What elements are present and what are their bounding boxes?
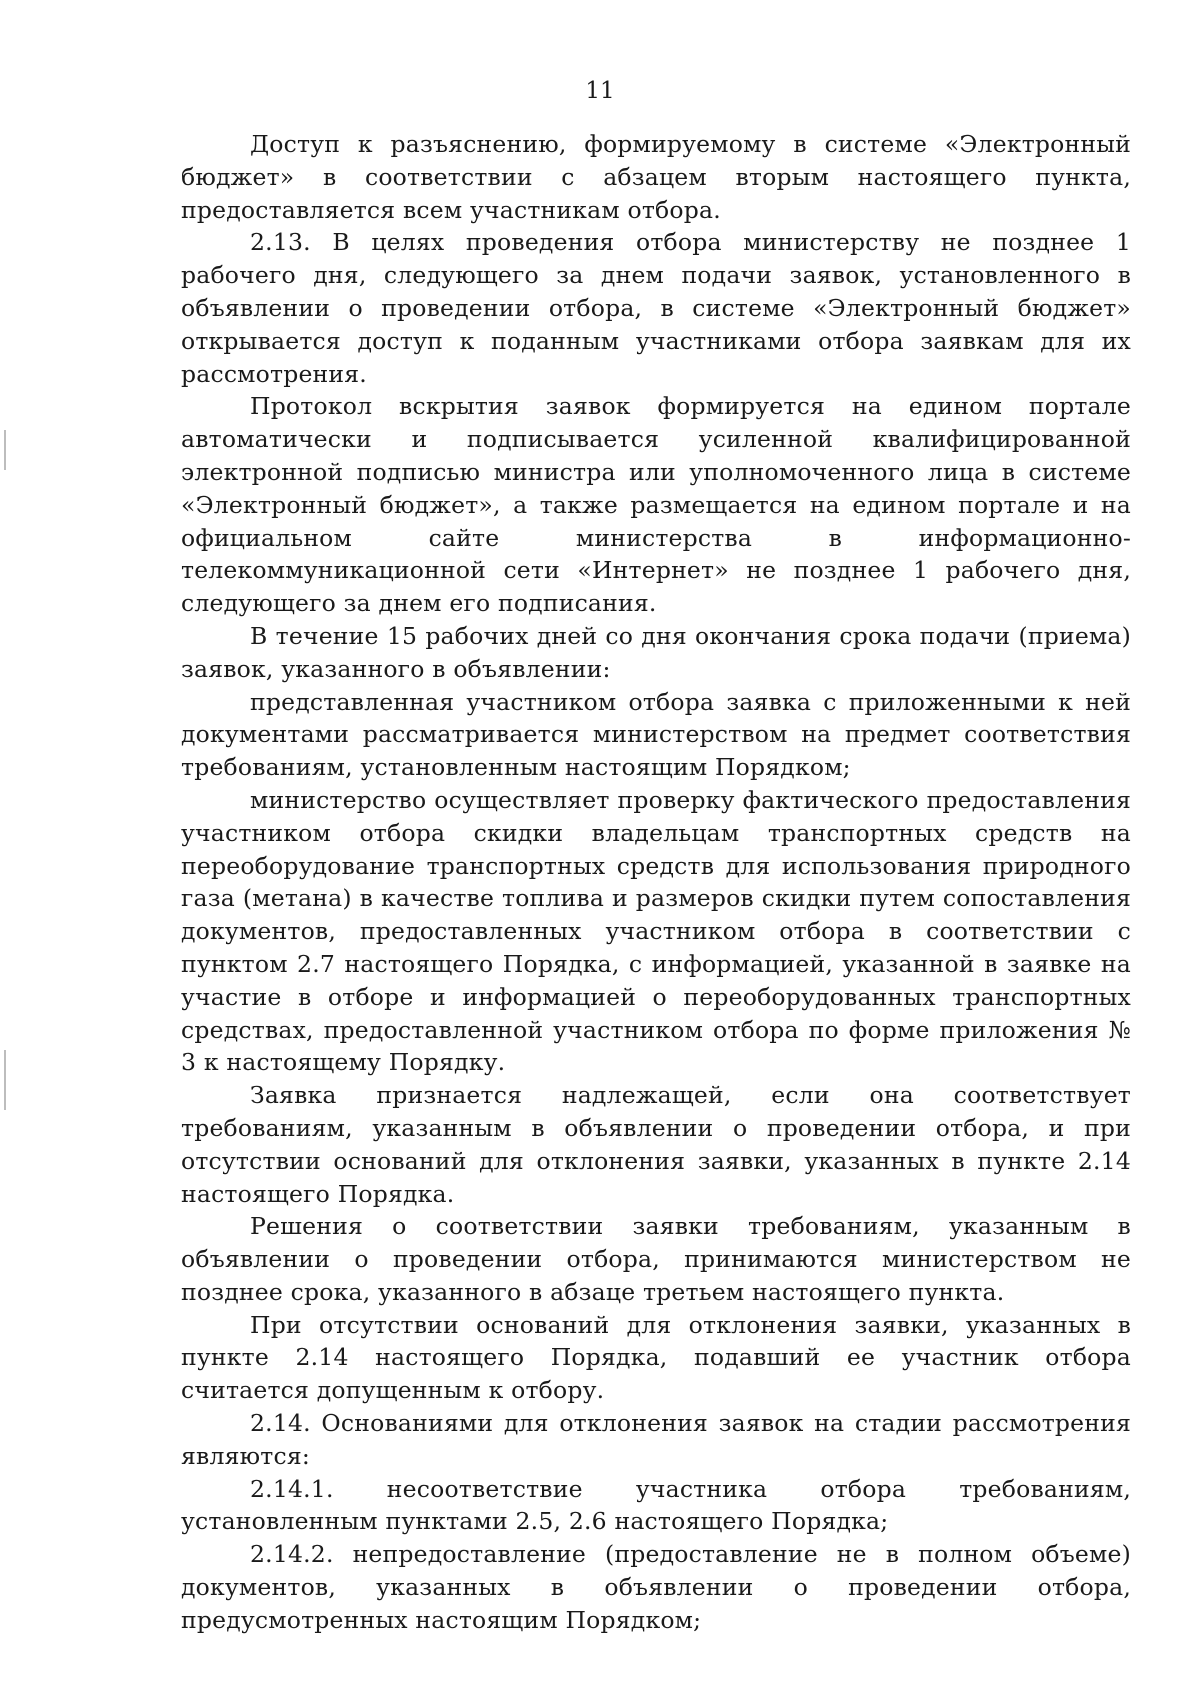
paragraph: Доступ к разъяснению, формируемому в системе «Электронный бюджет» в соответствии с абзацем вторым настоящего пункта, предоставляется всем участникам отбора. — [181, 130, 1131, 224]
paragraph: В течение 15 рабочих дней со дня окончания срока подачи (приема) заявок, указанного в объявлении: — [181, 621, 1131, 683]
paragraph: 2.14.1. несоответствие участника отбора требованиям, установленным пунктами 2.5, 2.6 настоящего Порядка; — [181, 1474, 1131, 1536]
paragraph: 2.14.2. непредоставление (предоставление не в полном объеме) документов, указанных в объявлении о проведении отбора, предусмотренных настоящим Порядком; — [181, 1540, 1131, 1634]
paragraph: 2.14. Основаниями для отклонения заявок на стадии рассмотрения являются: — [181, 1409, 1131, 1470]
page-number: 11 — [585, 78, 615, 104]
scan-edge-mark — [4, 430, 6, 470]
scan-edge-mark — [4, 1050, 6, 1110]
paragraph: Решения о соответствии заявки требованиям, указанным в объявлении о проведении отбора, принимаются министерством не позднее срока, указанного в абзаце третьем настоящего пункта. — [181, 1212, 1131, 1306]
paragraph: Заявка признается надлежащей, если она соответствует требованиям, указанным в объявлении о проведении отбора, и при отсутствии оснований для отклонения заявки, указанных в пункте 2.14 настоящего Порядка. — [181, 1081, 1131, 1208]
document-body — [181, 128, 1131, 1637]
paragraph: 2.13. В целях проведения отбора министерству не позднее 1 рабочего дня, следующего за днем подачи заявок, установленного в объявлении о проведении отбора, в системе «Электронный бюджет» открывается доступ к поданным участниками отбора заявкам для их рассмотрения. — [181, 228, 1131, 388]
paragraph: При отсутствии оснований для отклонения заявки, указанных в пункте 2.14 настоящего Порядка, подавший ее участник отбора считается допущенным к отбору. — [181, 1310, 1131, 1405]
paragraph: представленная участником отбора заявка с приложенными к ней документами рассматривается министерством на предмет соответствия требованиям, установленным настоящим Порядком; — [181, 687, 1131, 782]
paragraph: Протокол вскрытия заявок формируется на едином портале автоматически и подписывается усиленной квалифицированной электронной подписью министра или уполномоченного лица в системе «Электронный бюджет», а также размещается на едином портале и на официальном сайте министерства в информационно-телекоммуникационной сети «Интернет» не позднее 1 рабочего дня, следующего за днем его подписания. — [181, 392, 1131, 618]
paragraph: министерство осуществляет проверку фактического предоставления участником отбора скидки владельцам транспортных средств на переоборудование транспортных средств для использования природного газа (метана) в качестве топлива и размеров скидки путем сопоставления документов, предоставленных участником отбора в соответствии с пунктом 2.7 настоящего Порядка, с информацией, указанной в заявке на участие в отборе и информацией о переоборудованных транспортных средствах, предоставленной участником отбора по форме приложения № 3 к настоящему Порядку. — [181, 785, 1131, 1077]
